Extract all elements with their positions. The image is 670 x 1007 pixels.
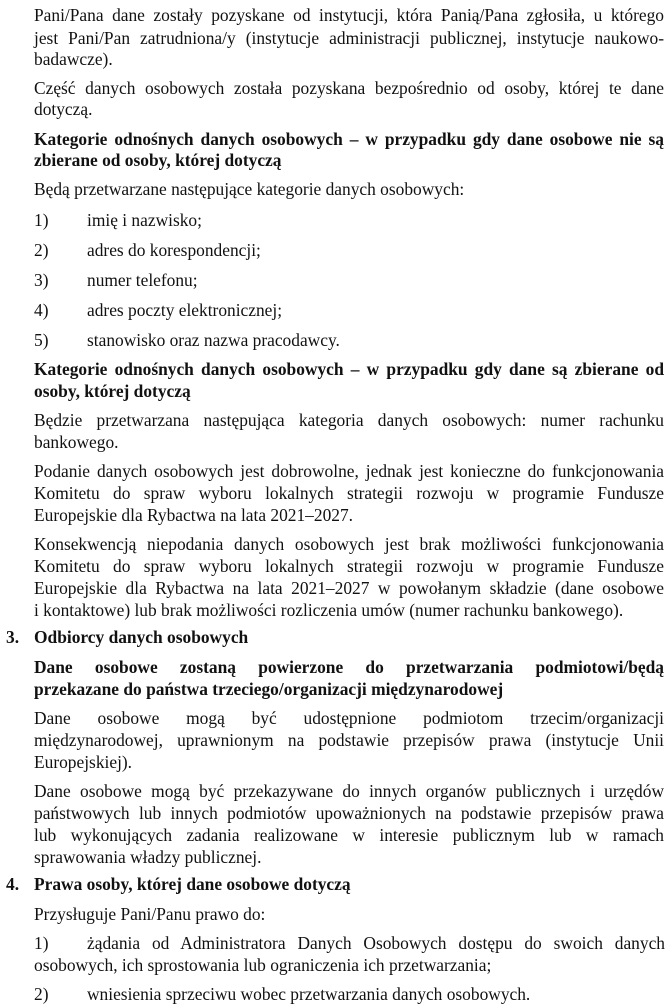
paragraph-line: Dane osobowe mogą być udostępnione podmiotom trzecim/organizacji bbox=[34, 708, 664, 728]
paragraph-line: Komitetu do spraw wyboru lokalnych strategii rozwoju w programie Fundusze bbox=[34, 483, 664, 503]
list-number: 1) bbox=[34, 210, 49, 230]
section-heading: osoby, której dotyczą bbox=[34, 381, 191, 401]
paragraph-line: sprawowania władzy publicznej. bbox=[34, 847, 262, 867]
paragraph-line: jest Pani/Pan zatrudniona/y (instytucje administracji publicznej, instytucje naukowo- bbox=[34, 28, 664, 48]
paragraph-line: dotyczą. bbox=[34, 99, 93, 119]
list-item: adres poczty elektronicznej; bbox=[87, 300, 283, 320]
paragraph-line: Będą przetwarzane następujące kategorie danych osobowych: bbox=[34, 179, 465, 199]
section-heading: Kategorie odnośnych danych osobowych – w przypadku gdy dane są zbierane od bbox=[34, 359, 664, 379]
sub-heading: Dane osobowe zostaną powierzone do przetwarzania podmiotowi/będą bbox=[34, 657, 664, 677]
paragraph-line: państwowych lub innych podmiotów upoważnionych na podstawie przepisów prawa bbox=[34, 803, 664, 823]
section-number: 4. bbox=[6, 874, 20, 894]
list-item-continuation: osobowych, ich sprostowania lub ograniczenia ich przetwarzania; bbox=[34, 955, 492, 975]
paragraph-line: Część danych osobowych została pozyskana bezpośrednio od osoby, której te dane bbox=[34, 78, 664, 98]
list-item: numer telefonu; bbox=[87, 270, 198, 290]
list-number: 2) bbox=[34, 984, 49, 1004]
section-title: Prawa osoby, której dane osobowe dotyczą bbox=[34, 874, 351, 894]
section-heading: Kategorie odnośnych danych osobowych – w przypadku gdy dane osobowe nie są bbox=[34, 129, 664, 149]
paragraph-line: badawcze). bbox=[34, 49, 113, 69]
paragraph-line: i kontaktowe) lub brak możliwości rozliczenia umów (numer rachunku bankowego). bbox=[34, 600, 624, 620]
paragraph-line: bankowego. bbox=[34, 432, 119, 452]
list-item: adres do korespondencji; bbox=[87, 240, 261, 260]
paragraph-line: Przysługuje Pani/Panu prawo do: bbox=[34, 904, 266, 924]
paragraph-line: Europejskie dla Rybactwa na lata 2021–2027 w powołanym składzie (dane osobowe bbox=[34, 578, 664, 598]
list-item: stanowisko oraz nazwa pracodawcy. bbox=[87, 330, 340, 350]
list-item: wniesienia sprzeciwu wobec przetwarzania danych osobowych. bbox=[87, 984, 531, 1004]
sub-heading: przekazane do państwa trzeciego/organizacji międzynarodowej bbox=[34, 679, 504, 699]
paragraph-line: Europejskie dla Rybactwa na lata 2021–2027. bbox=[34, 505, 354, 525]
paragraph-line: Komitetu do spraw wyboru lokalnych strategii rozwoju w programie Fundusze bbox=[34, 556, 664, 576]
paragraph-line: Pani/Pana dane zostały pozyskane od instytucji, która Panią/Pana zgłosiła, u którego bbox=[34, 5, 664, 25]
paragraph-line: Będzie przetwarzana następująca kategoria danych osobowych: numer rachunku bbox=[34, 410, 664, 430]
section-number: 3. bbox=[6, 627, 20, 647]
list-number: 4) bbox=[34, 300, 49, 320]
list-number: 2) bbox=[34, 240, 49, 260]
paragraph-line: Europejskiej). bbox=[34, 752, 133, 772]
paragraph-line: Dane osobowe mogą być przekazywane do innych organów publicznych i urzędów bbox=[34, 781, 664, 801]
list-item: imię i nazwisko; bbox=[87, 210, 202, 230]
list-number: 5) bbox=[34, 330, 49, 350]
paragraph-line: lub wykonujących zadania realizowane w interesie publicznym lub w ramach bbox=[34, 825, 664, 845]
list-number: 1) bbox=[34, 933, 49, 953]
paragraph-line: Podanie danych osobowych jest dobrowolne, jednak jest konieczne do funkcjonowania bbox=[34, 461, 664, 481]
paragraph-line: międzynarodowej, uprawnionym na podstawie przepisów prawa (instytucje Unii bbox=[34, 730, 664, 750]
section-heading: zbierane od osoby, której dotyczą bbox=[34, 150, 282, 170]
list-number: 3) bbox=[34, 270, 49, 290]
paragraph-line: Konsekwencją niepodania danych osobowych jest brak możliwości funkcjonowania bbox=[34, 534, 664, 554]
list-item: żądania od Administratora Danych Osobowych dostępu do swoich danych bbox=[87, 933, 665, 953]
section-title: Odbiorcy danych osobowych bbox=[34, 627, 249, 647]
